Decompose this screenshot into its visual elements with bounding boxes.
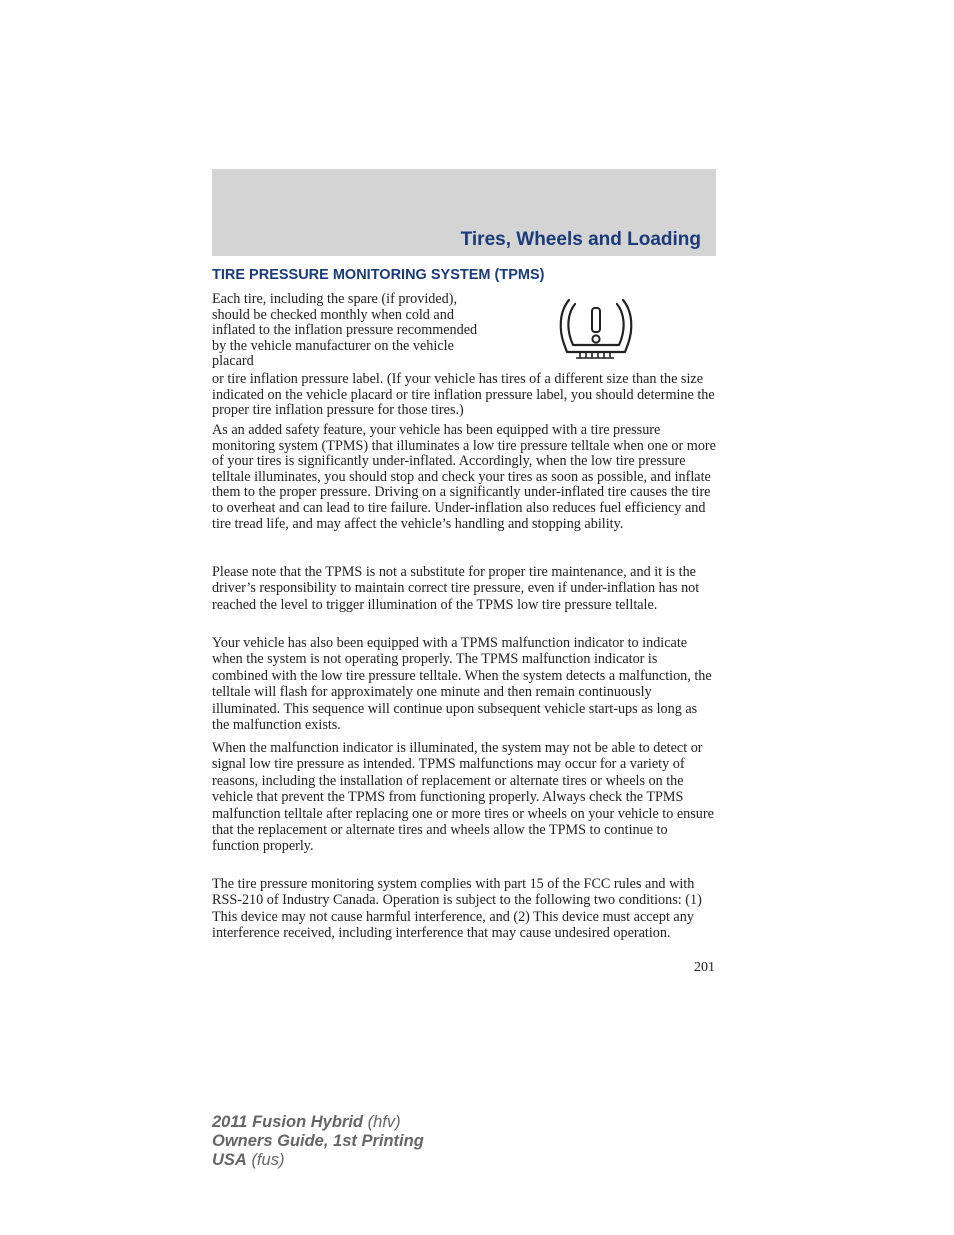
footer-printing: Owners Guide, 1st Printing <box>212 1132 424 1150</box>
paragraph-safety-feature: As an added safety feature, your vehicle has been equipped with a tire pressure monitoring system (TPMS) that illuminates a low tire pressure telltale when one or more of your tires is significantly under-inflated. Accordingly, when the low tire pressure telltale illuminates, you should stop and check your tires as soon as possible, and inflate them to the proper pressure. Driving on a significantly under-inflated tire causes the tire to overheat and can lead to tire failure. Under-inflation also reduces fuel efficiency and tire tread life, and may affect the vehicle’s handling and stopping ability. <box>212 422 716 532</box>
paragraph-malfunction-illuminated: When the malfunction indicator is illuminated, the system may not be able to detect or signal low tire pressure as intended. TPMS malfunctions may occur for a variety of reasons, including the installation of replacement or alternate tires or wheels on the vehicle that prevent the TPMS from functioning properly. Always check the TPMS malfunction telltale after replacing one or more tires or wheels on your vehicle to ensure that the replacement or alternate tires and wheels allow the TPMS to continue to function properly. <box>212 740 714 855</box>
footer-line-market <box>212 1151 424 1170</box>
footer-model-code: (hfv) <box>367 1113 401 1131</box>
footer-market-code: (fus) <box>251 1151 285 1169</box>
paragraph-tpms-not-substitute: Please note that the TPMS is not a substitute for proper tire maintenance, and it is the driver’s responsibility to maintain correct tire pressure, even if under-inflation has not reached the level to trigger illumination of the TPMS low tire pressure telltale. <box>212 564 700 613</box>
chapter-header-band <box>212 169 716 256</box>
document-footer <box>212 1113 424 1170</box>
paragraph-fcc-compliance: The tire pressure monitoring system complies with part 15 of the FCC rules and with RSS-210 of Industry Canada. Operation is subject to the following two conditions: (1) This device may not cause harmful interference, and (2) This device must accept any interference received, including interference that may cause undesired operation. <box>212 876 702 942</box>
footer-model: 2011 Fusion Hybrid <box>212 1113 363 1131</box>
paragraph-malfunction-indicator: Your vehicle has also been equipped with a TPMS malfunction indicator to indicate when the system is not operating properly. The TPMS malfunction indicator is combined with the low tire pressure telltale. When the system detects a malfunction, the telltale will flash for approximately one minute and then remain continuously illuminated. This sequence will continue upon subsequent vehicle start-ups as long as the malfunction exists. <box>212 635 712 734</box>
footer-market: USA <box>212 1151 247 1169</box>
page-number: 201 <box>694 960 715 975</box>
paragraph-intro-continued: or tire inflation pressure label. (If your vehicle has tires of a different size than the size indicated on the vehicle placard or tire inflation pressure label, you should determine the proper tire inflation pressure for those tires.) <box>212 371 715 419</box>
footer-line-printing <box>212 1132 424 1151</box>
section-heading: TIRE PRESSURE MONITORING SYSTEM (TPMS) <box>212 267 545 283</box>
footer-line-model <box>212 1113 424 1132</box>
paragraph-intro-wrapped: Each tire, including the spare (if provided), should be checked monthly when cold and inflated to the inflation pressure recommended by the vehicle manufacturer on the vehicle placard <box>212 291 478 370</box>
tpms-low-tire-pressure-telltale-icon <box>556 294 636 362</box>
chapter-title: Tires, Wheels and Loading <box>460 229 701 250</box>
